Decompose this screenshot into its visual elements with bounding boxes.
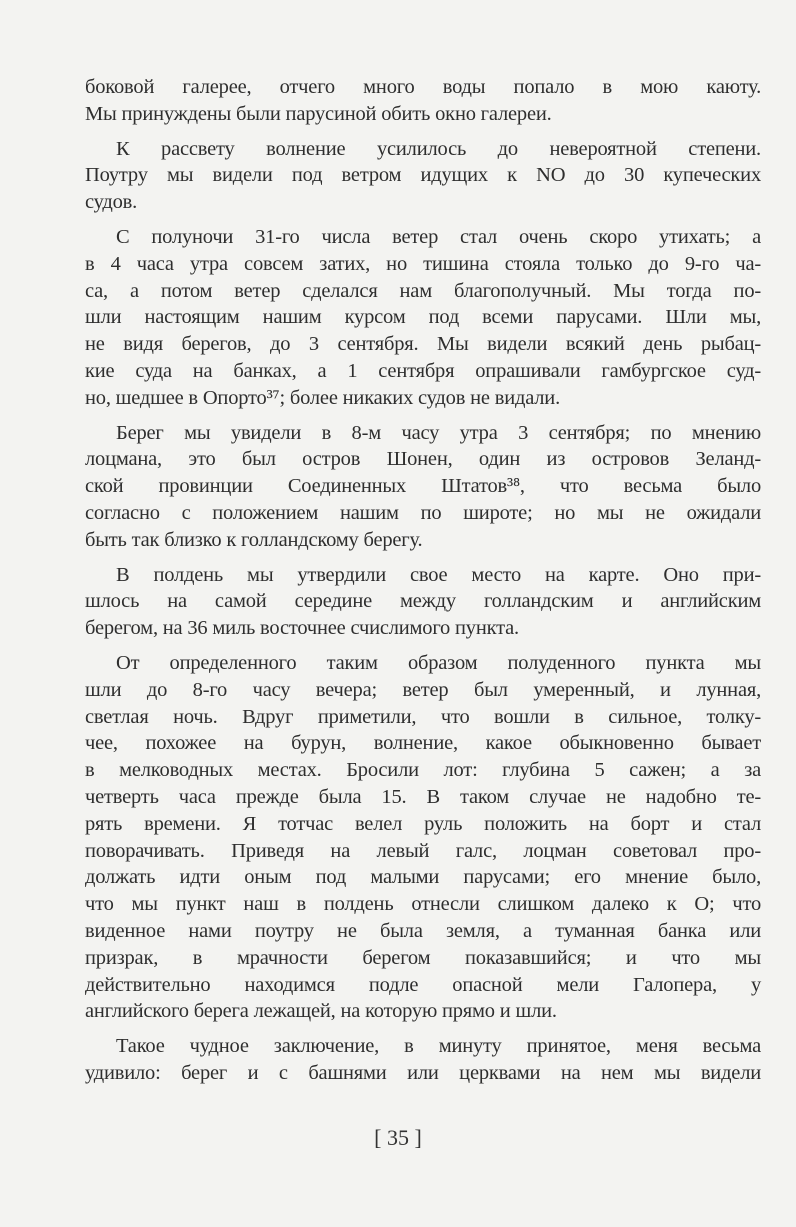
- text-line: английского берега лежащей, на которую прямо и шли.: [85, 1000, 557, 1023]
- text-line: боковой галерее, отчего много воды попало в мою каюту.: [85, 76, 761, 98]
- text-line: берегом, на 36 миль восточнее счислимого пункта.: [85, 617, 519, 640]
- text-line: шли до 8-го часу вечера; ветер был умеренный, и лунная,: [85, 678, 761, 701]
- text-line: Мы принуждены были парусиной обить окно галереи.: [85, 102, 552, 125]
- page-body: [85, 74, 761, 1095]
- text-line: шли настоящим нашим курсом под всеми парусами. Шли мы,: [85, 306, 761, 329]
- paragraph: [85, 224, 761, 412]
- text-line: в 4 часа утра совсем затих, но тишина стояла только до 9-го ча-: [85, 252, 761, 275]
- text-line: но, шедшее в Опорто³⁷; более никаких судов не видали.: [85, 386, 560, 409]
- text-line: поворачивать. Приведя на левый галс, лоцман советовал про-: [85, 839, 761, 862]
- text-line: са, а потом ветер сделался нам благополучный. Мы тогда по-: [85, 279, 761, 302]
- text-line: удивило: берег и с башнями или церквами на нем мы видели: [85, 1061, 761, 1084]
- text-line: В полдень мы утвердили свое место на карте. Оно при-: [116, 563, 761, 586]
- text-line: должать идти оным под малыми парусами; его мнение было,: [85, 866, 761, 889]
- text-line: Берег мы увидели в 8-м часу утра 3 сентября; по мнению: [116, 421, 761, 444]
- text-line: ской провинции Соединенных Штатов³⁸, что весьма было: [85, 475, 761, 498]
- paragraph: [85, 420, 761, 554]
- page-number: [ 35 ]: [374, 1125, 422, 1150]
- paragraph: [85, 650, 761, 1025]
- text-line: четверть часа прежде была 15. В таком случае не надобно те-: [85, 785, 761, 808]
- text-line: призрак, в мрачности берегом показавшийся; и что мы: [85, 946, 761, 969]
- text-line: лоцмана, это был остров Шонен, один из островов Зеланд-: [85, 448, 761, 471]
- text-line: Такое чудное заключение, в минуту принятое, меня весьма: [116, 1035, 761, 1058]
- text-line: От определенного таким образом полуденного пункта мы: [116, 651, 761, 674]
- text-line: светлая ночь. Вдруг приметили, что вошли в сильное, толку-: [85, 705, 761, 728]
- text-line: согласно с положением нашим по широте; но мы не ожидали: [85, 501, 761, 524]
- paragraph: [85, 1033, 761, 1087]
- text-line: С полуночи 31-го числа ветер стал очень скоро утихать; а: [116, 225, 761, 248]
- text-line: быть так близко к голландскому берегу.: [85, 528, 423, 551]
- paragraph: [85, 136, 761, 216]
- text-line: К рассвету волнение усилилось до невероятной степени.: [116, 137, 761, 160]
- paragraph: [85, 562, 761, 642]
- text-line: кие суда на банках, а 1 сентября опрашивали гамбургское суд-: [85, 359, 761, 382]
- text-line: рять времени. Я тотчас велел руль положить на борт и стал: [85, 812, 761, 835]
- text-line: не видя берегов, до 3 сентября. Мы видели всякий день рыбац-: [85, 333, 761, 356]
- text-line: действительно находимся подле опасной мели Галопера, у: [85, 973, 761, 996]
- text-line: виденное нами поутру не была земля, а туманная банка или: [85, 919, 761, 942]
- paragraph: [85, 74, 761, 128]
- text-line: Поутру мы видели под ветром идущих к NO до 30 купеческих: [85, 164, 761, 187]
- text-line: судов.: [85, 191, 138, 214]
- text-line: чее, похожее на бурун, волнение, какое обыкновенно бывает: [85, 732, 761, 755]
- text-line: шлось на самой середине между голландским и английским: [85, 590, 761, 613]
- text-line: в мелководных местах. Бросили лот: глубина 5 сажен; а за: [85, 759, 761, 782]
- text-line: что мы пункт наш в полдень отнесли слишком далеко к О; что: [85, 893, 761, 916]
